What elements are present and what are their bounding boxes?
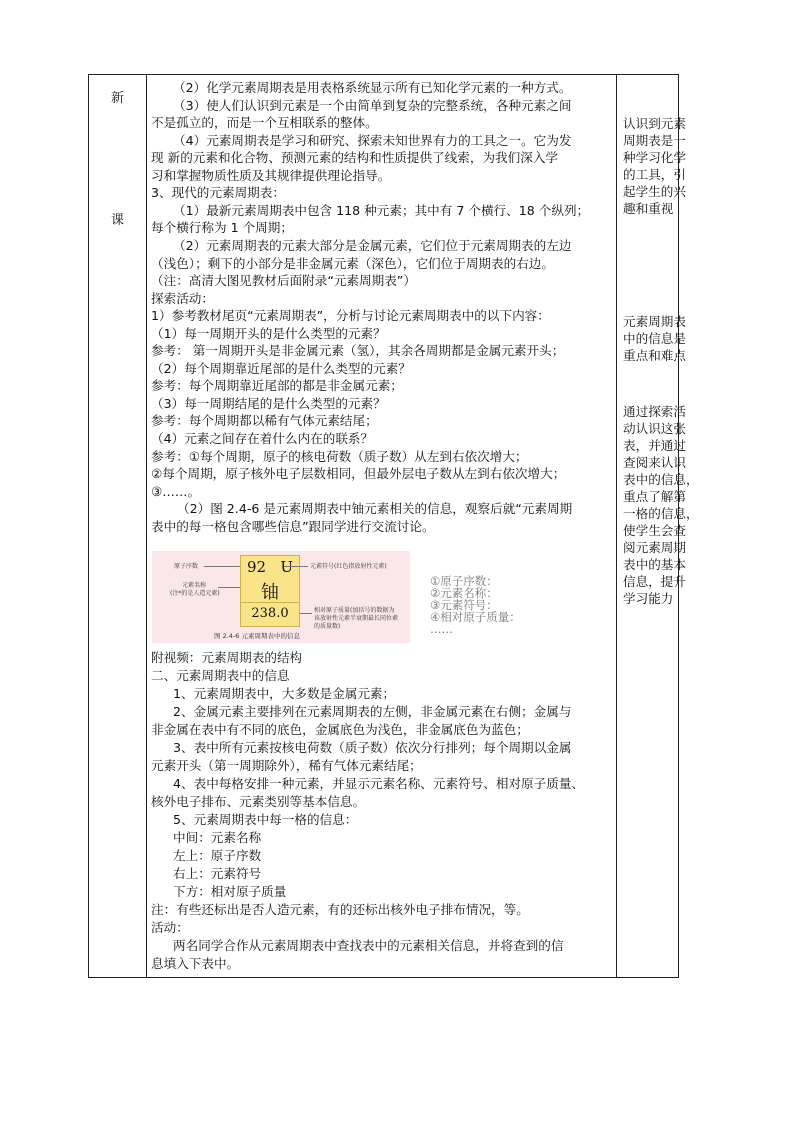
fig-label-name-2: (注*的是人造元素) bbox=[170, 590, 220, 597]
text-line: ②每个周期，原子核外电子层数相同，但最外层电子数从左到右依次增大； bbox=[151, 466, 566, 482]
fig-label-mass-1: 相对原子质量(加括号的数据为 bbox=[314, 607, 395, 614]
text-line: 习和掌握物质性质及其规律提供理论指导。 bbox=[151, 167, 391, 183]
fig-label-name-1: 元素名称 bbox=[182, 582, 207, 589]
text-line: 3、现代的元素周期表： bbox=[151, 185, 285, 201]
tile-mass: 238.0 bbox=[251, 606, 289, 621]
text-line: 2、金属元素主要排列在元素周期表的左侧，非金属元素在右侧；金属与 bbox=[173, 704, 572, 719]
note-line: 使学生会查 bbox=[623, 523, 686, 538]
text-line: 右上：元素符号 bbox=[173, 866, 262, 881]
text-line: 元素开头（第一周期除外），稀有气体元素结尾； bbox=[151, 758, 422, 773]
leader-line bbox=[284, 566, 308, 567]
note-line: 种学习化学 bbox=[623, 150, 686, 165]
text-line: 1、元素周期表中，大多数是金属元素； bbox=[173, 686, 396, 701]
figure-caption: 图 2.4-6 元素周期表中的信息 bbox=[214, 632, 300, 640]
note-line: 表中的信息， bbox=[623, 472, 699, 487]
tile-name: 铀 bbox=[261, 582, 279, 603]
text-line: 核外电子排布、元素类别等基本信息。 bbox=[151, 794, 366, 809]
note-line: 表中的基本 bbox=[623, 557, 686, 572]
note-line: 信息，提升 bbox=[623, 574, 686, 589]
info-list-item: ①原子序数： bbox=[430, 574, 498, 588]
text-line: （1）每一周期开头的是什么类型的元素？ bbox=[151, 325, 386, 341]
notes-column bbox=[617, 75, 699, 977]
text-line: 附视频：元素周期表的结构 bbox=[151, 650, 303, 665]
lesson-table bbox=[88, 74, 699, 978]
stage-char-xin: 新 bbox=[110, 91, 124, 106]
leader-line bbox=[204, 566, 240, 567]
note-line: 学习能力 bbox=[623, 591, 674, 606]
text-line: （1）最新元素周期表中包含 118 种元素；其中有 7 个横行、18 个纵列； bbox=[173, 202, 590, 218]
note-line: 元素周期表 bbox=[623, 314, 686, 329]
text-line: 活动： bbox=[151, 920, 189, 935]
text-line: （2）图 2.4-6 是元素周期表中铀元素相关的信息，观察后就“元素周期 bbox=[177, 501, 573, 517]
tile-divider bbox=[241, 602, 299, 603]
fig-label-symbol: 元素符号(红色指放射性元素) bbox=[310, 563, 387, 570]
text-line: 参考：每个周期都以稀有气体元素结尾； bbox=[151, 413, 378, 429]
note-line: 中的信息是 bbox=[623, 331, 686, 346]
note-line: 通过探索活 bbox=[623, 404, 686, 419]
uranium-figure bbox=[152, 551, 410, 643]
info-list-item: ③元素符号： bbox=[430, 598, 498, 612]
note-line: 一格的信息， bbox=[623, 506, 699, 521]
text-line: 二、元素周期表中的信息 bbox=[151, 668, 290, 683]
note-line: 阅元素周期 bbox=[623, 540, 686, 555]
note-line: 认识到元素 bbox=[623, 116, 686, 131]
text-line: ③……。 bbox=[151, 483, 201, 499]
figure-info-list bbox=[430, 575, 521, 635]
text-line: 参考：每个周期靠近尾部的都是非金属元素； bbox=[151, 378, 403, 394]
fig-label-mass-2: 该放射性元素半衰期最长同位素 bbox=[314, 615, 399, 622]
note-line: 表，并通过 bbox=[623, 438, 686, 453]
info-list-item: ④相对原子质量： bbox=[430, 610, 521, 624]
text-line: （注：高清大图见教材后面附录“元素周期表”） bbox=[151, 273, 416, 289]
text-line: （4）元素周期表是学习和研究、探索未知世界有力的工具之一。它为发 bbox=[173, 132, 572, 148]
text-line: 左上：原子序数 bbox=[173, 848, 262, 863]
text-line: 下方：相对原子质量 bbox=[173, 884, 287, 899]
text-line: 3、表中所有元素按核电荷数（质子数）依次分行排列；每个周期以金属 bbox=[173, 740, 572, 755]
leader-line bbox=[300, 613, 312, 614]
text-line: 5、元素周期表中每一格的信息： bbox=[173, 812, 358, 827]
note-line: 重点和难点 bbox=[623, 348, 686, 363]
text-line: 息填入下表中。 bbox=[151, 956, 240, 971]
stage-char-ke: 课 bbox=[110, 213, 124, 228]
text-line: （2）每个周期靠近尾部的是什么类型的元素？ bbox=[151, 360, 411, 376]
stage-column bbox=[89, 75, 146, 977]
text-line: （浅色）；剩下的小部分是非金属元素（深色），它们位于周期表的右边。 bbox=[151, 255, 554, 271]
text-line: 现 新的元素和化合物、预测元素的结构和性质提供了线索，为我们深入学 bbox=[151, 150, 559, 166]
text-line: 中间：元素名称 bbox=[173, 830, 262, 845]
note-line: 起学生的兴 bbox=[623, 184, 686, 199]
text-line: （4）元素之间存在着什么内在的联系？ bbox=[151, 431, 374, 446]
note-line: 查阅来认识 bbox=[623, 455, 686, 470]
text-line: （3）每一周期结尾的是什么类型的元素？ bbox=[151, 395, 386, 411]
text-line: 非金属在表中有不同的底色，金属底色为浅色，非金属底色为蓝色； bbox=[151, 722, 529, 737]
fig-label-mass-3: 的质量数) bbox=[314, 623, 341, 630]
fig-label-atomic-number: 原子序数 bbox=[174, 563, 199, 570]
info-list-item: …… bbox=[430, 622, 453, 636]
content-column bbox=[147, 75, 615, 977]
text-line: （2）化学元素周期表是用表格系统显示所有已知化学元素的一种方式。 bbox=[173, 80, 572, 95]
note-line: 的工具，引 bbox=[623, 167, 686, 182]
tile-symbol: U bbox=[280, 558, 293, 576]
text-line: 探索活动： bbox=[151, 290, 214, 306]
text-line: 参考： 第一周期开头是非金属元素（氢），其余各周期都是金属元素开头； bbox=[151, 343, 565, 359]
text-line: 不是孤立的，而是一个互相联系的整体。 bbox=[151, 115, 378, 131]
tile-atomic-number: 92 bbox=[247, 558, 267, 576]
text-line: 每个横行称为 1 个周期； bbox=[151, 220, 293, 236]
text-line: 注：有些还标出是否人造元素，有的还标出核外电子排布情况，等。 bbox=[151, 902, 529, 917]
text-line: 1）参考教材尾页“元素周期表”，分析与讨论元素周期表中的以下内容： bbox=[151, 308, 550, 324]
text-line: 4、表中每格安排一种元素，并显示元素名称、元素符号、相对原子质量、 bbox=[173, 776, 585, 791]
note-line: 重点了解第 bbox=[623, 489, 686, 504]
note-line: 周期表是一 bbox=[623, 133, 686, 148]
text-line: 参考：①每个周期，原子的核电荷数（质子数）从左到右依次增大； bbox=[151, 448, 528, 464]
note-line: 动认识这张 bbox=[623, 421, 686, 436]
text-line: 表中的每一格包含哪些信息”跟同学进行交流讨论。 bbox=[151, 518, 435, 534]
info-list-item: ②元素名称： bbox=[430, 586, 498, 600]
text-line: （2）元素周期表的元素大部分是金属元素，它们位于元素周期表的左边 bbox=[173, 237, 572, 253]
text-line: （3）使人们认识到元素是一个由简单到复杂的完整系统，各种元素之间 bbox=[173, 97, 572, 113]
text-line: 两名同学合作从元素周期表中查找表中的元素相关信息，并将查到的信 bbox=[173, 938, 564, 953]
note-line: 趣和重视 bbox=[623, 201, 674, 216]
